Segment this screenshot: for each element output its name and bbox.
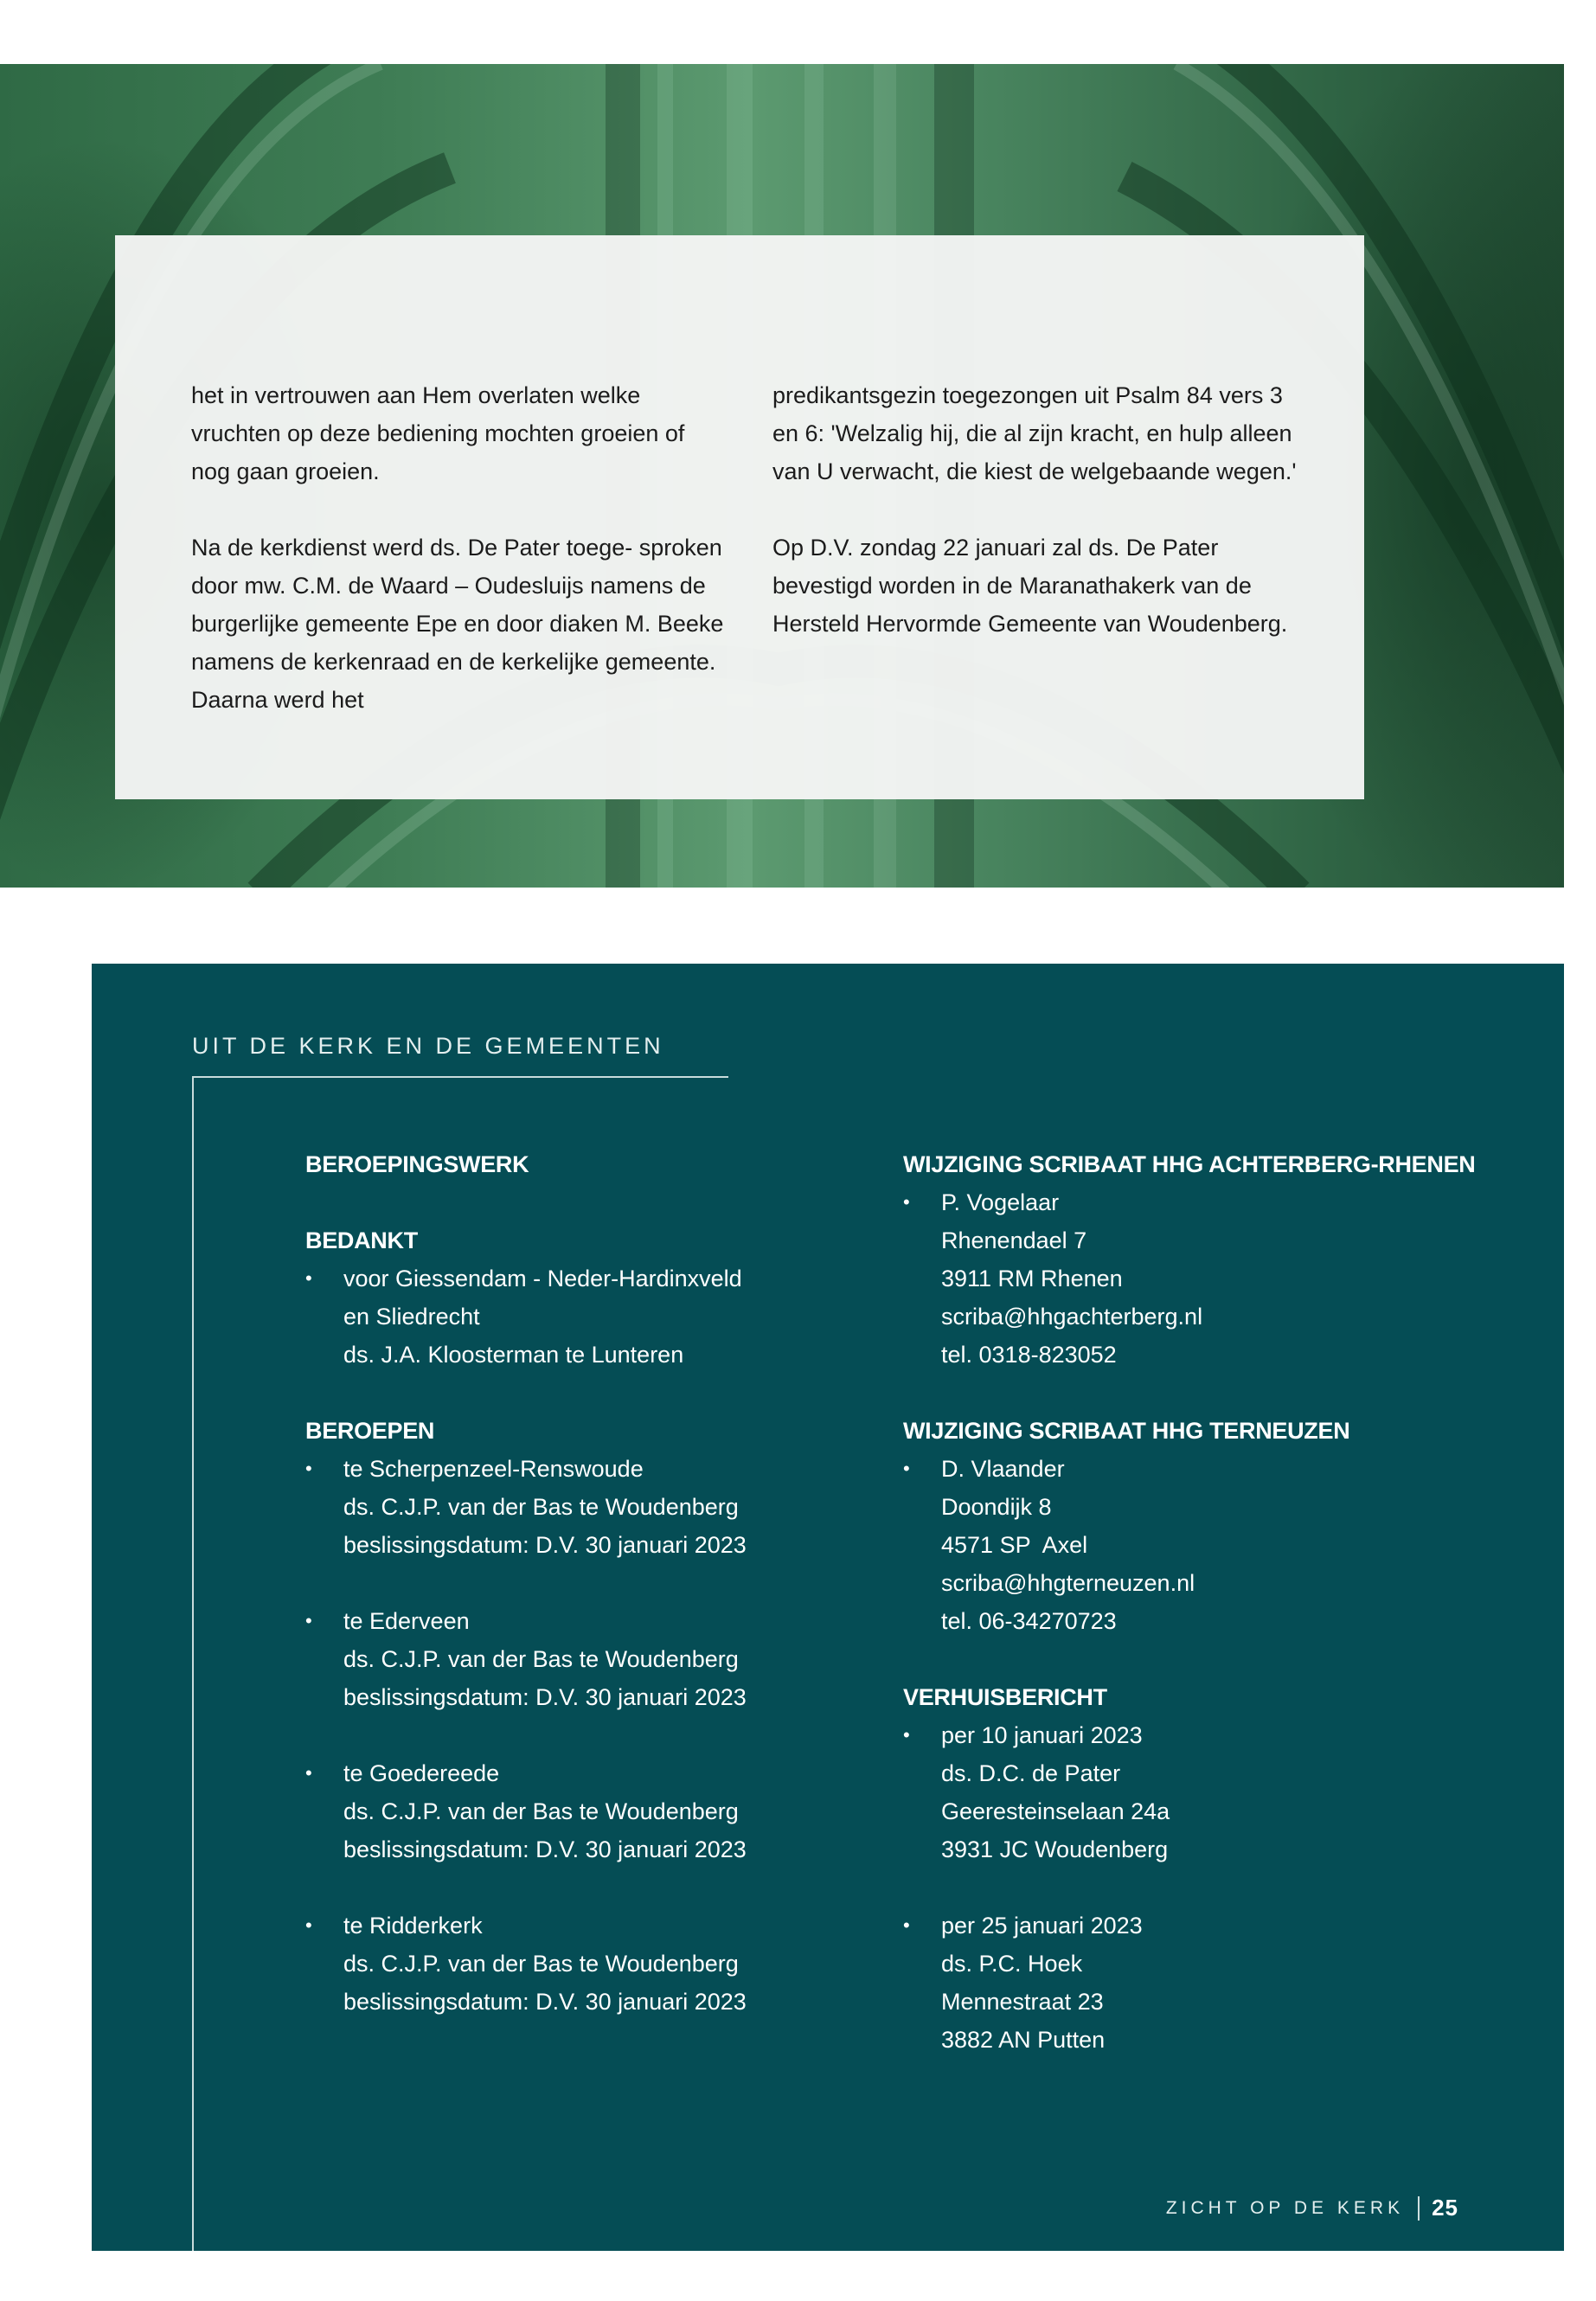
phone-number: tel. 06-34270723 <box>941 1608 1117 1634</box>
entry-line: beslissingsdatum: D.V. 30 januari 2023 <box>343 1836 747 1862</box>
section-title: UIT DE KERK EN DE GEMEENTEN <box>192 1033 664 1059</box>
achterberg-heading: WIJZIGING SCRIBAAT HHG ACHTERBERG-RHENEN <box>903 1151 1476 1177</box>
bullet-icon: • <box>305 1458 312 1479</box>
list-item <box>903 1716 1509 1868</box>
bullet-icon: • <box>903 1458 910 1479</box>
entry-line: 3882 AN Putten <box>941 2027 1106 2053</box>
article-text-card <box>115 235 1364 799</box>
list-item <box>903 1450 1509 1640</box>
entry-line: ds. C.J.P. van der Bas te Woudenberg <box>343 1951 739 1977</box>
entry-line: ds. C.J.P. van der Bas te Woudenberg <box>343 1646 739 1672</box>
bullet-icon: • <box>903 1914 910 1936</box>
terneuzen-heading: WIJZIGING SCRIBAAT HHG TERNEUZEN <box>903 1418 1350 1444</box>
beroepingswerk-column <box>305 1145 859 2021</box>
bullet-icon: • <box>903 1191 910 1213</box>
beroepingswerk-heading: BEROEPINGSWERK <box>305 1151 529 1177</box>
entry-line: ds. P.C. Hoek <box>941 1951 1083 1977</box>
entry-line: per 25 januari 2023 <box>941 1913 1143 1939</box>
entry-line: Geeresteinselaan 24a <box>941 1798 1170 1824</box>
verhuisbericht-heading: VERHUISBERICHT <box>903 1684 1107 1710</box>
entry-line: ds. C.J.P. van der Bas te Woudenberg <box>343 1494 739 1520</box>
entry-line: D. Vlaander <box>941 1456 1065 1482</box>
bullet-icon: • <box>305 1762 312 1784</box>
scribaat-column <box>903 1145 1509 2059</box>
page-footer <box>1166 2195 1458 2221</box>
entry-line: beslissingsdatum: D.V. 30 januari 2023 <box>343 1989 747 2015</box>
entry-line: P. Vogelaar <box>941 1189 1060 1215</box>
phone-number: tel. 0318-823052 <box>941 1342 1117 1368</box>
page-number: 25 <box>1432 2195 1458 2221</box>
church-news-section <box>92 964 1564 2251</box>
article-paragraph: predikantsgezin toegezongen uit Psalm 84 vers 3 en 6: 'Welzalig hij, die al zijn kracht, en hulp alleen van U verwacht, die kiest de welgebaande wegen.' <box>772 382 1297 484</box>
entry-line: 3931 JC Woudenberg <box>941 1836 1169 1862</box>
list-item <box>305 1259 859 1374</box>
entry-line: te Ederveen <box>343 1608 470 1634</box>
article-paragraph: Na de kerkdienst werd ds. De Pater toege- sproken door mw. C.M. de Waard – Oudesluijs namens de burgerlijke gemeente Epe en door diaken M. Beeke namens de kerkenraad en de kerkelijke gemeente. Daarna werd het <box>191 535 724 713</box>
frame-line-vertical <box>192 1076 194 2251</box>
entry-line: per 10 januari 2023 <box>941 1722 1143 1748</box>
list-item <box>305 1602 859 1716</box>
bullet-icon: • <box>305 1267 312 1289</box>
bedankt-heading: BEDANKT <box>305 1227 418 1253</box>
article-paragraph: het in vertrouwen aan Hem overlaten welke vruchten op deze bediening mochten groeien of nog gaan groeien. <box>191 382 685 484</box>
list-item <box>305 1907 859 2021</box>
entry-line: Rhenendael 7 <box>941 1227 1087 1253</box>
entry-line: te Ridderkerk <box>343 1913 483 1939</box>
entry-line: te Scherpenzeel-Renswoude <box>343 1456 644 1482</box>
entry-line: ds. J.A. Kloosterman te Lunteren <box>343 1342 684 1368</box>
article-paragraph: Op D.V. zondag 22 januari zal ds. De Pater bevestigd worden in de Maranathakerk van de Hersteld Hervormde Gemeente van Woudenberg. <box>772 535 1288 637</box>
email-address: scriba@hhgachterberg.nl <box>941 1304 1203 1330</box>
email-address: scriba@hhgterneuzen.nl <box>941 1570 1195 1596</box>
article-column-right <box>772 376 1309 681</box>
entry-line: voor Giessendam - Neder-Hardinxveld <box>343 1266 742 1292</box>
article-column-left <box>191 376 727 757</box>
entry-line: beslissingsdatum: D.V. 30 januari 2023 <box>343 1532 747 1558</box>
entry-line: te Goedereede <box>343 1760 500 1786</box>
frame-line-horizontal <box>192 1076 728 1078</box>
footer-divider <box>1418 2196 1420 2221</box>
list-item <box>903 1183 1509 1374</box>
entry-line: 3911 RM Rhenen <box>941 1266 1123 1292</box>
bullet-icon: • <box>305 1914 312 1936</box>
entry-line: Doondijk 8 <box>941 1494 1052 1520</box>
entry-line: en Sliedrecht <box>343 1304 480 1330</box>
entry-line: 4571 SP Axel <box>941 1532 1088 1558</box>
bullet-icon: • <box>903 1724 910 1746</box>
magazine-name: ZICHT OP DE KERK <box>1165 2197 1405 2218</box>
list-item <box>903 1907 1509 2059</box>
entry-line: ds. C.J.P. van der Bas te Woudenberg <box>343 1798 739 1824</box>
entry-line: ds. D.C. de Pater <box>941 1760 1121 1786</box>
cathedral-photo-band <box>0 64 1564 888</box>
beroepen-heading: BEROEPEN <box>305 1418 435 1444</box>
entry-line: beslissingsdatum: D.V. 30 januari 2023 <box>343 1684 747 1710</box>
list-item <box>305 1754 859 1868</box>
bullet-icon: • <box>305 1610 312 1631</box>
entry-line: Mennestraat 23 <box>941 1989 1104 2015</box>
list-item <box>305 1450 859 1564</box>
